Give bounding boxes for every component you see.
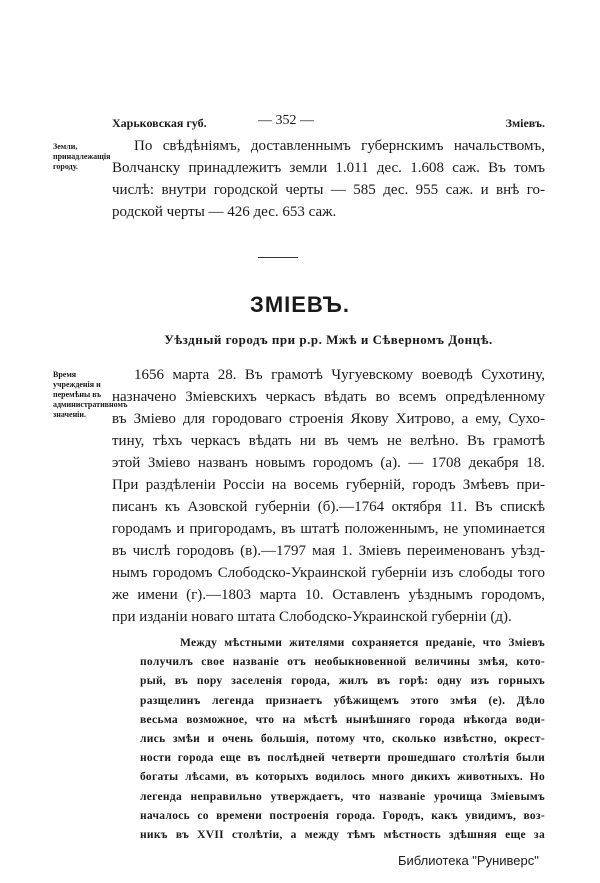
note-line: лись змѣи и очень большія, потому что, сколько извѣстно, окрест- bbox=[140, 733, 545, 745]
page-number: — 352 — bbox=[258, 113, 314, 128]
text-line: этой Зміево названъ новымъ городомъ (а). — 1708 декабря 18. bbox=[112, 455, 545, 471]
text-line: родской черты — 426 дес. 653 саж. bbox=[112, 204, 337, 220]
running-header-right: Зміевъ. bbox=[505, 116, 545, 130]
text-line: Волчанску принадлежитъ земли 1.011 дес. 1.608 саж. Въ томъ bbox=[112, 160, 545, 176]
note-line: рый, въ пору заселенія города, жилъ въ горѣ: одну изъ горныхъ bbox=[140, 675, 545, 688]
article-subtitle: Уѣздный городъ при р.р. Мжѣ и Сѣверномъ Донцѣ. bbox=[164, 332, 493, 347]
text-line: числѣ: внутри городской черты — 585 дес. 955 саж. и внѣ го- bbox=[112, 182, 545, 198]
note-line: ности города еще въ послѣдней четверти прошедшаго столѣтія были bbox=[140, 752, 545, 765]
note-line: получилъ свое названіе отъ необыкновенной величины змѣя, кото- bbox=[140, 656, 545, 669]
text-line: въ числѣ городовъ (в).—1797 мая 1. Зміевъ переименованъ уѣзд- bbox=[112, 543, 545, 559]
text-line: городамъ и пригородамъ, въ штатѣ положеннымъ, не упоминается bbox=[112, 521, 545, 537]
text-line: писанъ къ Азовской губерніи (б).—1764 октября 11. Въ спискѣ bbox=[112, 499, 545, 515]
text-line: По свѣдѣніямъ, доставленнымъ губернскимъ начальствомъ, bbox=[134, 138, 545, 154]
note-line: Между мѣстными жителями сохраняется преданіе, что Зміевъ bbox=[180, 637, 545, 649]
running-header-left: Харьковская губ. bbox=[112, 116, 207, 130]
note-line: никъ въ XVII столѣтіи, а между тѣмъ мѣстность здѣшняя еще за bbox=[140, 829, 545, 841]
text-line: при изданіи новаго штата Слободско-Украинской губерніи (д). bbox=[112, 609, 512, 625]
text-line: тину, тѣхъ черкасъ вѣдать ни въ чемъ не велѣно. Въ грамотѣ bbox=[112, 433, 545, 449]
note-line: разщелинъ легенда признаетъ убѣжищемъ этого змѣя (е). Дѣло bbox=[140, 694, 545, 707]
margin-note-land: Земли, принадлежащія городу. bbox=[53, 142, 111, 171]
text-line: въ Зміево для городоваго строенія Якову Хитрово, а ему, Сухо- bbox=[112, 411, 545, 427]
text-line: 1656 марта 28. Въ грамотѣ Чугуевскому воеводѣ Сухотину, bbox=[134, 367, 545, 383]
margin-note-history: Время учрежденія и перемѣны въ административномъ значеніи. bbox=[53, 370, 128, 419]
section-divider bbox=[258, 257, 298, 258]
note-line: весьма возможное, что на мѣстѣ нынѣшняго города нѣкогда води- bbox=[140, 713, 545, 726]
note-line: богаты лѣсами, въ которыхъ водилось много дикихъ животныхъ. Но bbox=[140, 771, 545, 784]
text-line: назначено Зміевскихъ черкасъ вѣдать во всемъ опредѣленному bbox=[112, 389, 545, 405]
article-title: ЗМIЕВЪ. bbox=[250, 292, 350, 317]
text-line: При раздѣленіи Россіи на восемь губерній, городъ Змѣевъ при- bbox=[112, 477, 545, 493]
text-line: нымъ городомъ Слободско-Украинской губерніи изъ слободы того bbox=[112, 565, 545, 581]
text-line: же имени (г).—1803 марта 10. Оставленъ уѣзднымъ городомъ, bbox=[112, 587, 545, 603]
note-line: легенда неправильно утверждаетъ, что названіе урочища Зміевымъ bbox=[140, 790, 545, 803]
library-watermark: Библиотека "Руниверс" bbox=[398, 853, 539, 868]
note-line: началось со времени построенія города. Городъ, какъ увидимъ, воз- bbox=[140, 809, 545, 822]
